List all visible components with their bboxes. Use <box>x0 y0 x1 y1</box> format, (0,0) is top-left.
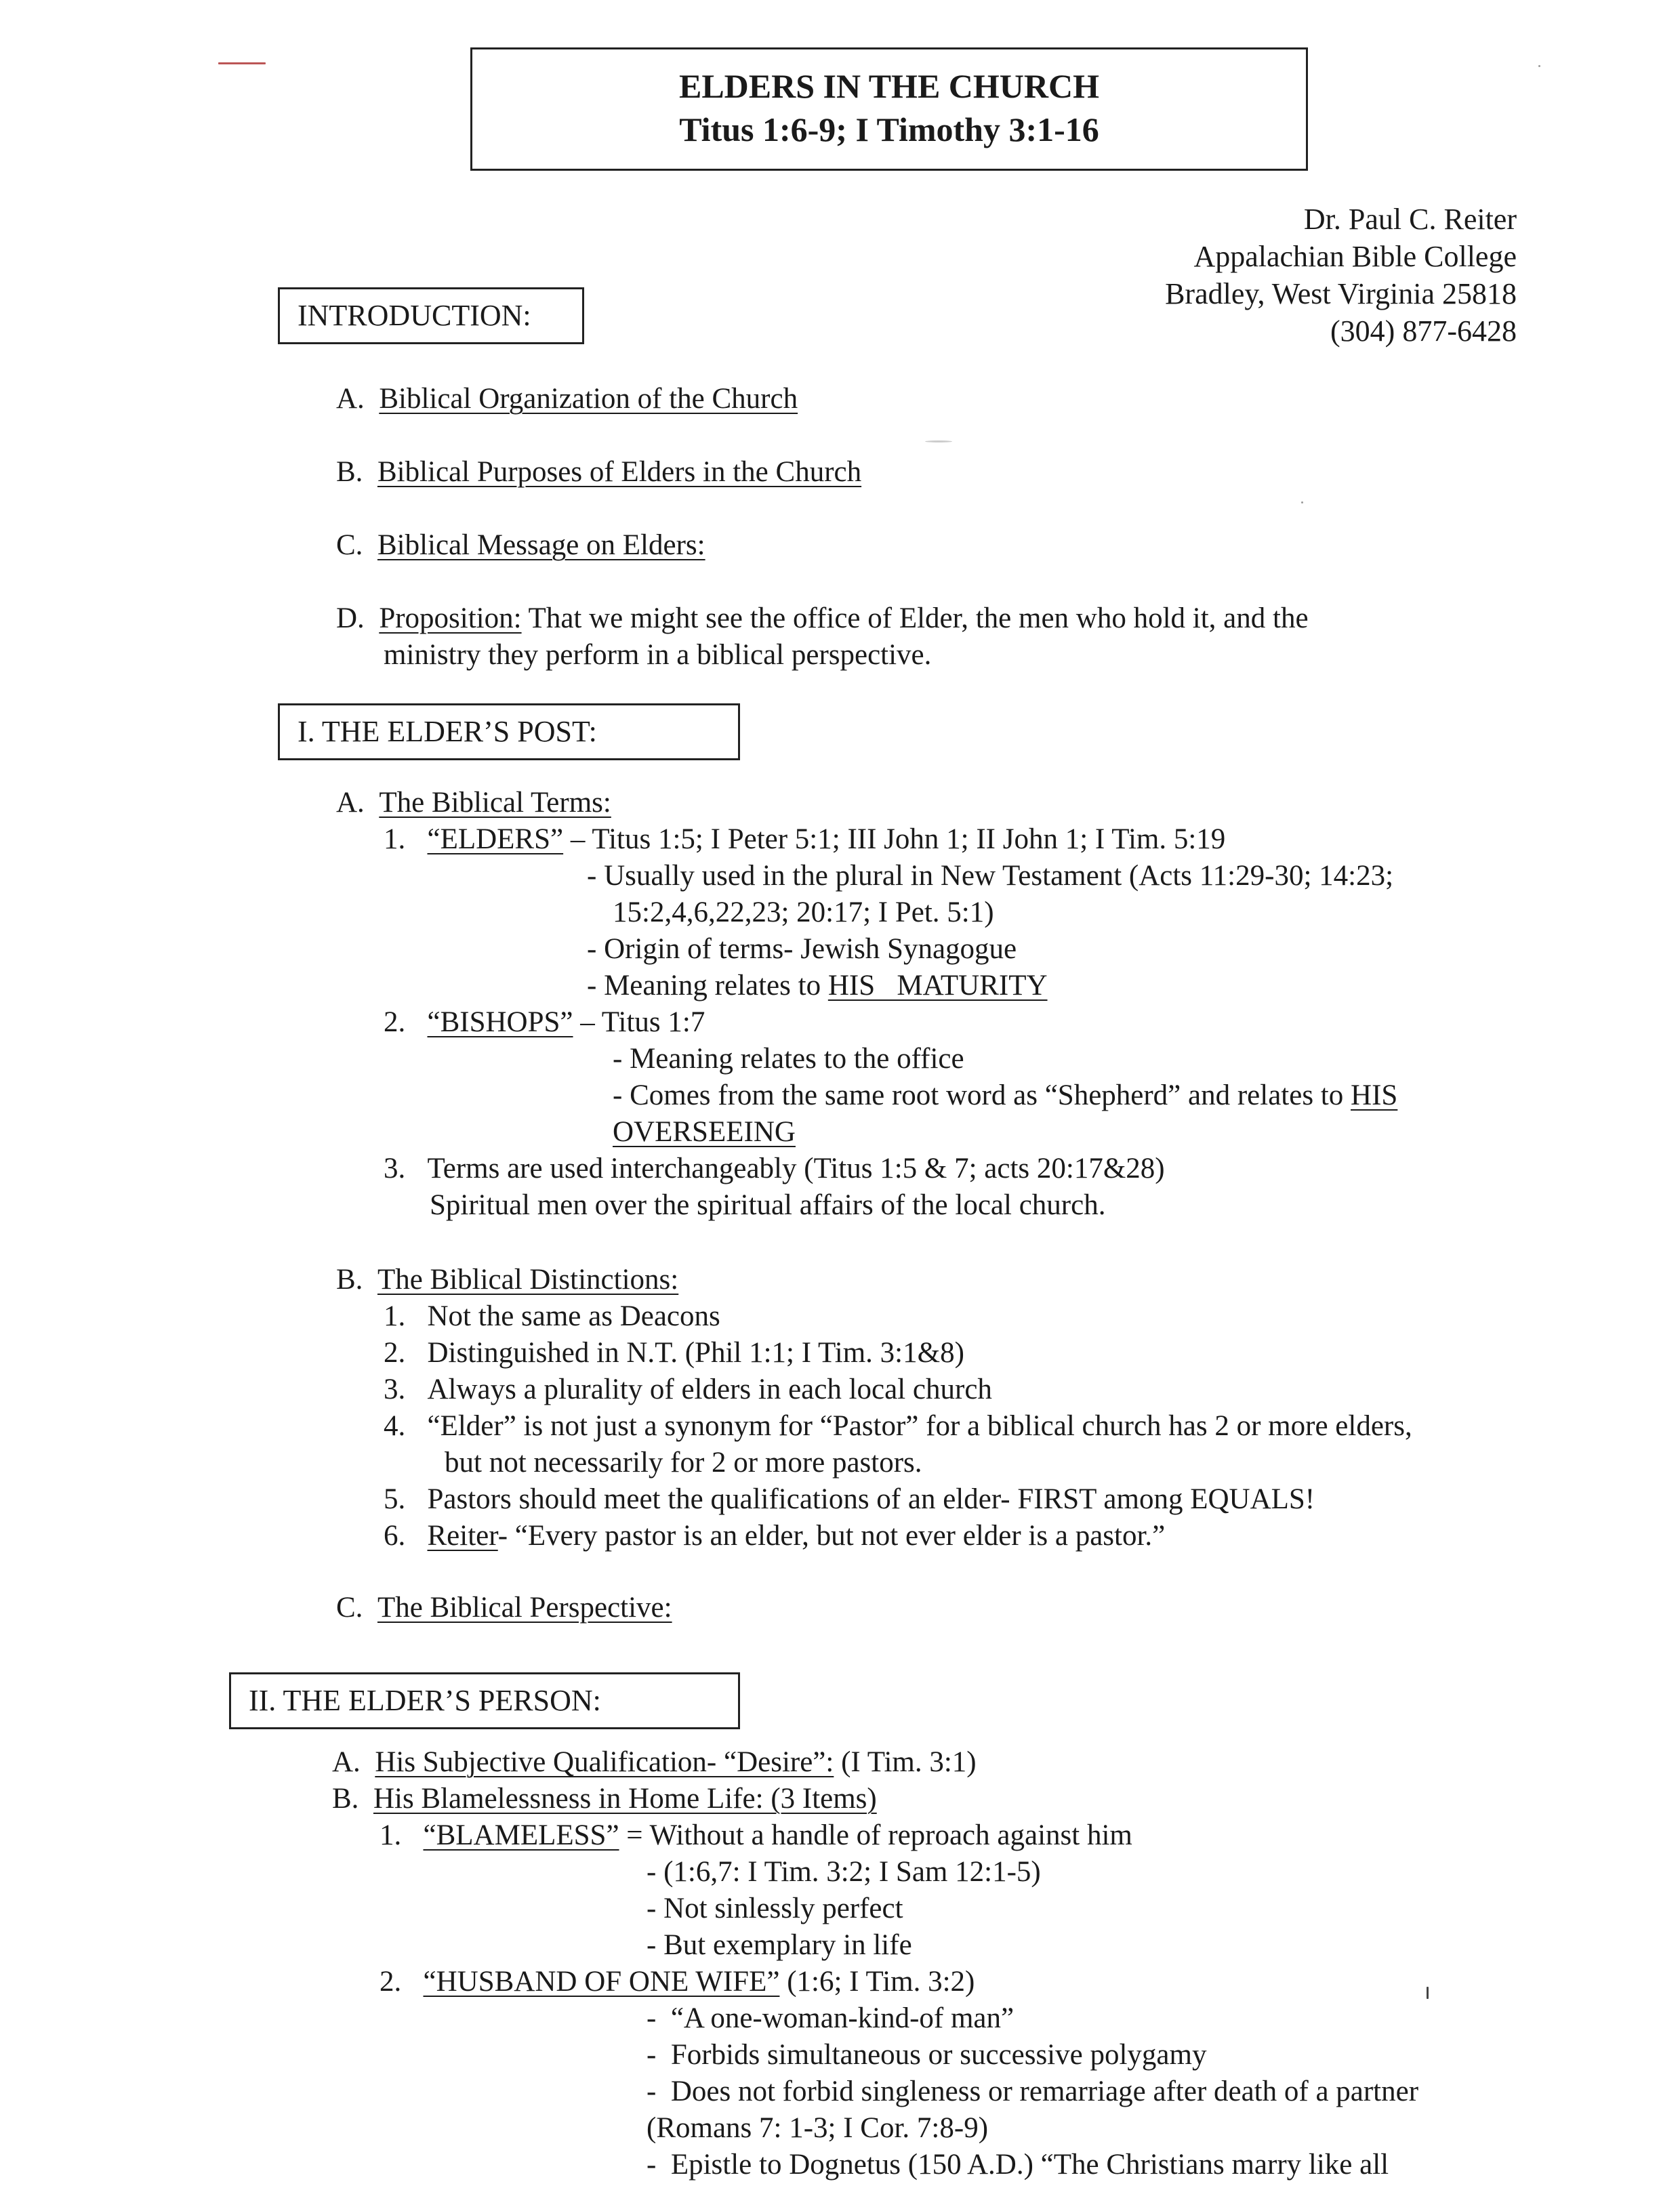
note-line: 15:2,4,6,22,23; 20:17; I Pet. 5:1) <box>613 896 994 928</box>
list-item: 2. “HUSBAND OF ONE WIFE” (1:6; I Tim. 3:2) <box>380 1966 975 1998</box>
note-line: - Meaning relates to the office <box>613 1043 964 1075</box>
list-item: 1. “BLAMELESS” = Without a handle of reproach against him <box>380 1819 1132 1851</box>
note-line: - Epistle to Dognetus (150 A.D.) “The Christians marry like all <box>647 2149 1389 2181</box>
list-item: D. Proposition: That we might see the office of Elder, the men who hold it, and the <box>336 602 1309 634</box>
note-line: - Usually used in the plural in New Testament (Acts 11:29-30; 14:23; <box>587 860 1394 892</box>
list-item-continuation: ministry they perform in a biblical perspective. <box>384 639 932 671</box>
section-heading-elders-person: II. THE ELDER’S PERSON: <box>229 1672 740 1729</box>
scan-speck <box>925 440 952 442</box>
subsection-heading: A. His Subjective Qualification- “Desire”: (I Tim. 3:1) <box>332 1746 977 1778</box>
note-line: - Comes from the same root word as “Shepherd” and relates to HIS <box>613 1079 1398 1111</box>
note-line: - Not sinlessly perfect <box>647 1893 903 1924</box>
scan-speck <box>218 62 266 64</box>
list-item-continuation: Spiritual men over the spiritual affairs of the local church. <box>430 1189 1106 1221</box>
section-heading-introduction: INTRODUCTION: <box>278 287 584 344</box>
note-line: - But exemplary in life <box>647 1929 912 1961</box>
subsection-heading: B. His Blamelessness in Home Life: (3 Items) <box>332 1783 877 1815</box>
document-title: ELDERS IN THE CHURCH <box>678 67 1100 105</box>
subsection-heading: A. The Biblical Terms: <box>336 787 611 819</box>
list-item: 3. Always a plurality of elders in each local church <box>384 1374 992 1405</box>
list-item: 6. Reiter- “Every pastor is an elder, but not ever elder is a pastor.” <box>384 1520 1166 1552</box>
note-line: OVERSEEING <box>613 1116 796 1148</box>
scan-speck <box>1538 65 1540 67</box>
list-item: 2. Distinguished in N.T. (Phil 1:1; I Tim. 3:1&8) <box>384 1337 964 1369</box>
note-line: (Romans 7: 1-3; I Cor. 7:8-9) <box>647 2112 989 2144</box>
author-institution: Appalachian Bible College <box>1193 240 1517 273</box>
list-item: 4. “Elder” is not just a synonym for “Pastor” for a biblical church has 2 or more elders, <box>384 1410 1412 1442</box>
subsection-heading: B. The Biblical Distinctions: <box>336 1264 679 1296</box>
document-subtitle: Titus 1:6-9; I Timothy 3:1-16 <box>679 110 1099 148</box>
list-item: A. Biblical Organization of the Church <box>336 383 798 415</box>
author-location: Bradley, West Virginia 25818 <box>1165 277 1517 310</box>
author-name: Dr. Paul C. Reiter <box>1303 203 1517 236</box>
list-item: C. Biblical Message on Elders: <box>336 529 705 561</box>
list-item: 2. “BISHOPS” – Titus 1:7 <box>384 1006 705 1038</box>
note-line: - (1:6,7: I Tim. 3:2; I Sam 12:1-5) <box>647 1856 1041 1888</box>
note-line: - Meaning relates to HIS MATURITY <box>587 970 1048 1002</box>
title-box <box>470 47 1308 171</box>
list-item: 1. Not the same as Deacons <box>384 1300 720 1332</box>
author-block <box>1017 201 1517 350</box>
list-item: 1. “ELDERS” – Titus 1:5; I Peter 5:1; III John 1; II John 1; I Tim. 5:19 <box>384 823 1226 855</box>
note-line: - Does not forbid singleness or remarriage after death of a partner <box>647 2076 1419 2107</box>
section-heading-elders-post: I. THE ELDER’S POST: <box>278 703 740 760</box>
subsection-heading: C. The Biblical Perspective: <box>336 1592 672 1624</box>
note-line: - Forbids simultaneous or successive polygamy <box>647 2039 1207 2071</box>
scan-speck <box>1427 1987 1429 1999</box>
author-phone: (304) 877-6428 <box>1330 314 1517 348</box>
note-line: - “A one-woman-kind-of man” <box>647 2002 1015 2034</box>
scan-speck <box>1301 501 1303 503</box>
list-item-continuation: but not necessarily for 2 or more pastors. <box>445 1447 922 1479</box>
note-line: - Origin of terms- Jewish Synagogue <box>587 933 1017 965</box>
list-item: 3. Terms are used interchangeably (Titus 1:5 & 7; acts 20:17&28) <box>384 1153 1165 1184</box>
list-item: B. Biblical Purposes of Elders in the Church <box>336 456 862 488</box>
list-item: 5. Pastors should meet the qualifications of an elder- FIRST among EQUALS! <box>384 1483 1315 1515</box>
